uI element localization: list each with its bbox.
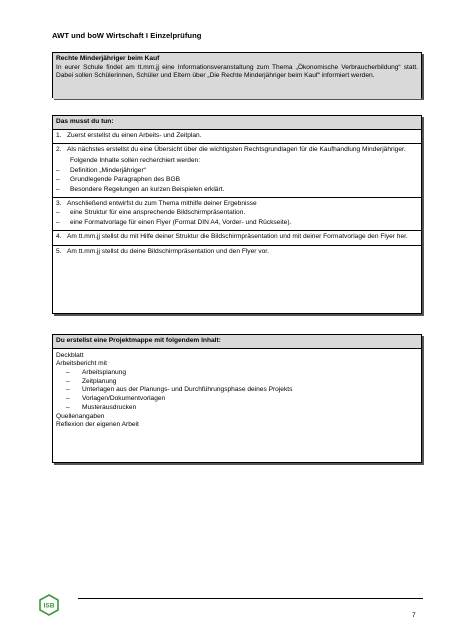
- task-sub-intro: Folgende Inhalte sollen recherchiert werden:: [70, 157, 201, 165]
- list-item-text: Musterausdrucken: [82, 403, 137, 411]
- project-line-cover: Deckblatt: [56, 351, 84, 359]
- task-text: Zuerst erstellst du einen Arbeits- und Zeitplan.: [67, 131, 202, 139]
- task-text: Am tt.mm.jj stellst du mit Hilfe deiner Struktur die Bildschirmpräsentation und mit deiner Formatvorlage den Flyer her.: [67, 233, 408, 241]
- list-item-text: Vorlagen/Dokumentvorlagen: [82, 395, 166, 403]
- page-number: 7: [412, 612, 416, 619]
- task-number: 5.: [56, 247, 62, 255]
- list-item: [56, 209, 418, 217]
- list-item: [56, 378, 418, 387]
- task-number: 3.: [56, 200, 62, 208]
- bullet-dash: –: [56, 218, 60, 226]
- list-item: [56, 167, 418, 175]
- task-item: [53, 246, 421, 259]
- task-number: 4.: [56, 233, 62, 241]
- list-item-text: Grundlegende Paragraphen des BGB: [70, 176, 180, 184]
- list-item: [56, 219, 418, 227]
- task-item: [53, 198, 421, 231]
- list-item: [56, 404, 418, 413]
- bullet-dash: –: [66, 395, 70, 403]
- list-item: [56, 176, 418, 184]
- list-item-text: Besondere Regelungen an kurzen Beispielen erklärt.: [70, 185, 225, 193]
- list-item-text: Arbeitsplanung: [82, 369, 126, 376]
- intro-heading: Rechte Minderjähriger beim Kauf: [53, 53, 421, 64]
- task-item: [53, 144, 421, 198]
- project-box: [52, 334, 422, 463]
- task-item: [53, 231, 421, 245]
- intro-text: In eurer Schule findet am tt.mm.jj eine Informationsveranstaltung zum Thema „Ökonomische Verbraucherbildung“ statt. Dabei sollen Schülerinnen, Schüler und Eltern über „Die Rechte Minderjähriger beim Kauf“ informiert werden.: [53, 64, 421, 99]
- footer-divider: [78, 598, 423, 599]
- intro-box: [52, 52, 422, 98]
- bullet-dash: –: [66, 403, 70, 411]
- list-item-text: Zeitplanung: [82, 377, 117, 385]
- page-title: AWT und boW Wirtschaft I Einzelprüfung: [52, 31, 202, 40]
- task-text: Am tt.mm.jj stellst du deine Bildschirmpräsentation und den Flyer vor.: [67, 247, 269, 255]
- list-item: [56, 386, 418, 395]
- list-item-text: eine Formatvorlage für einen Flyer (Format DIN A4, Vorder- und Rückseite).: [70, 218, 292, 226]
- list-item-text: eine Struktur für eine ansprechende Bildschirmpräsentation.: [70, 209, 246, 217]
- task-text: Als nächstes erstellst du eine Übersicht über die wichtigsten Rechtsgrundlagen für die Kaufhandlung Minderjähriger.: [67, 146, 406, 153]
- list-item: [56, 186, 418, 194]
- logo-text: ISB: [43, 602, 55, 610]
- bullet-dash: –: [66, 369, 70, 376]
- isb-logo-icon: [38, 594, 60, 616]
- list-item: [56, 369, 418, 378]
- project-heading: Du erstellst eine Projektmappe mit folgendem Inhalt:: [53, 335, 421, 349]
- bullet-dash: –: [66, 377, 70, 385]
- bullet-dash: –: [66, 386, 70, 394]
- tasks-box: [52, 115, 422, 314]
- task-number: 1.: [56, 131, 62, 139]
- bullet-dash: –: [56, 185, 60, 193]
- task-text: Anschließend entwirfst du zum Thema mithilfe deiner Ergebnisse: [67, 200, 257, 208]
- project-line-sources: Quellenangaben: [56, 412, 105, 420]
- bullet-dash: –: [56, 176, 60, 184]
- list-item: [56, 395, 418, 404]
- tasks-heading: Das musst du tun:: [53, 116, 421, 130]
- project-line-report: Arbeitsbericht mit: [56, 360, 107, 368]
- project-line-reflection: Reflexion der eigenen Arbeit: [56, 421, 139, 429]
- task-item: [53, 130, 421, 144]
- bullet-dash: –: [56, 166, 60, 174]
- list-item-text: Unterlagen aus der Planungs- und Durchführungsphase deines Projekts: [82, 386, 293, 394]
- list-item-text: Definition „Minderjähriger“: [70, 166, 146, 174]
- task-number: 2.: [56, 146, 62, 153]
- bullet-dash: –: [56, 209, 60, 217]
